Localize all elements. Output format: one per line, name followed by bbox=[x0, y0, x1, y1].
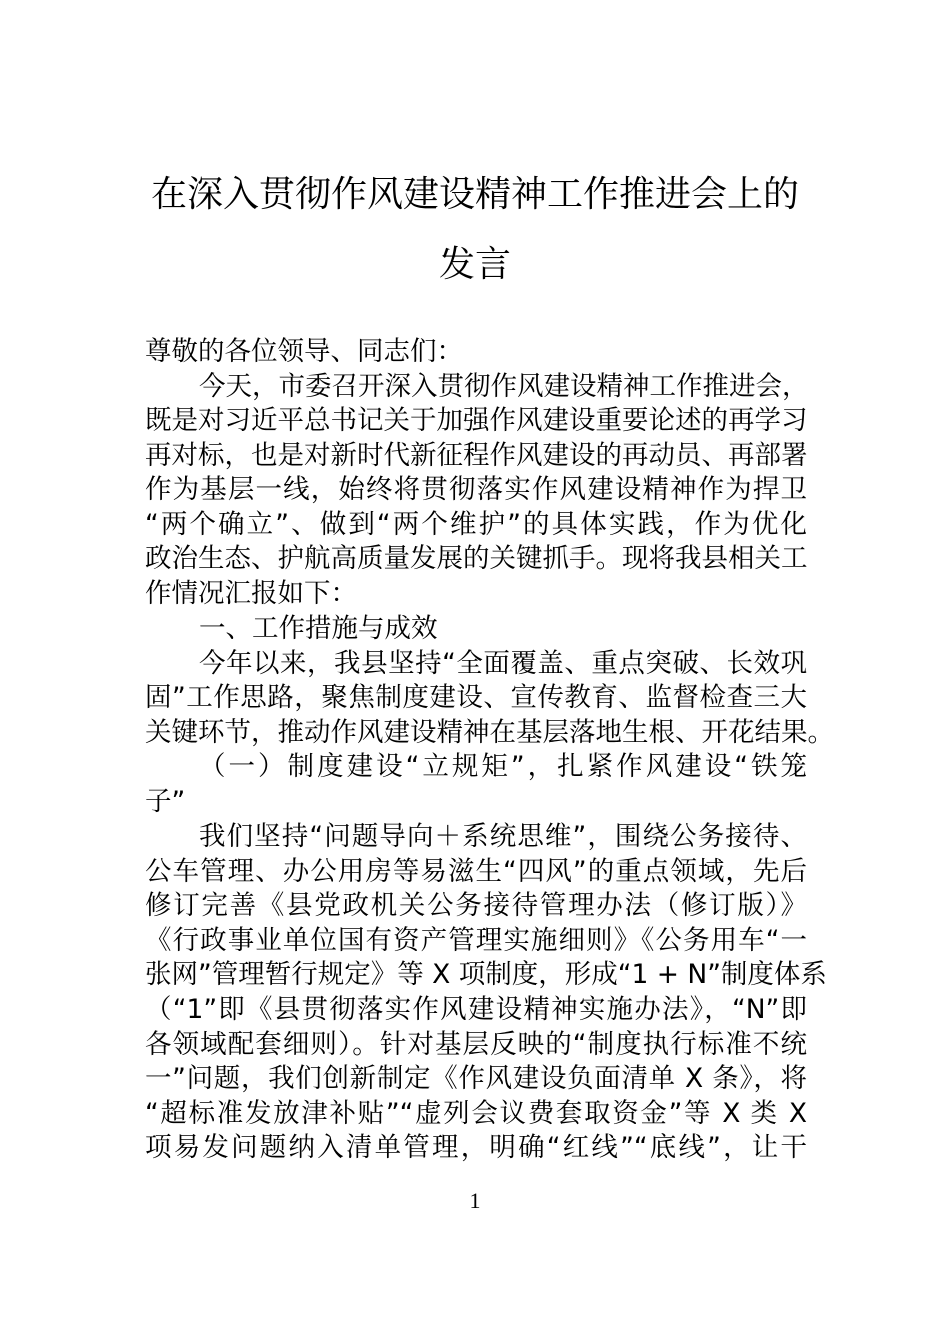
body-line: 各领域配套细则）。针对基层反映的“制度执行标准不统 bbox=[145, 1029, 807, 1060]
body-line: 今天，市委召开深入贯彻作风建设精神工作推进会， bbox=[199, 371, 809, 402]
body-line: 公车管理、办公用房等易滋生“四风”的重点领域，先后 bbox=[145, 856, 807, 887]
subsection-heading-cont: 子” bbox=[145, 786, 186, 817]
body-line: 作情况汇报如下： bbox=[145, 578, 357, 609]
body-line: 今年以来，我县坚持“全面覆盖、重点突破、长效巩 bbox=[199, 648, 807, 679]
body-line: 一”问题，我们创新制定《作风建设负面清单 X 条》，将 bbox=[145, 1063, 807, 1094]
body-line: 既是对习近平总书记关于加强作风建设重要论述的再学习 bbox=[145, 405, 808, 436]
body-line: 作为基层一线，始终将贯彻落实作风建设精神作为捍卫 bbox=[145, 474, 807, 505]
body-line: 修订完善《县党政机关公务接待管理办法（修订版）》 bbox=[145, 890, 807, 921]
salutation: 尊敬的各位领导、同志们： bbox=[145, 336, 463, 367]
body-line: （“1”即《县贯彻落实作风建设精神实施办法》，“N”即 bbox=[145, 994, 807, 1025]
body-line: “两个确立”、做到“两个维护”的具体实践，作为优化 bbox=[145, 509, 807, 540]
subsection-heading: （一）制度建设“立规矩”，扎紧作风建设“铁笼 bbox=[199, 751, 807, 782]
body-line: 我们坚持“问题导向＋系统思维”，围绕公务接待、 bbox=[199, 821, 807, 852]
body-line: 政治生态、护航高质量发展的关键抓手。现将我县相关工 bbox=[145, 543, 808, 574]
body-line: 关键环节，推动作风建设精神在基层落地生根、开花结果。 bbox=[145, 717, 834, 748]
body-line: 项易发问题纳入清单管理，明确“红线”“底线”，让干 bbox=[145, 1132, 807, 1163]
document-title-line-1: 在深入贯彻作风建设精神工作推进会上的 bbox=[150, 174, 799, 215]
body-line: 张网”管理暂行规定》等 X 项制度，形成“1 + N”制度体系 bbox=[145, 959, 827, 990]
section-heading: 一、工作措施与成效 bbox=[199, 613, 438, 644]
page-number: 1 bbox=[469, 1188, 481, 1213]
body-line: 固”工作思路，聚焦制度建设、宣传教育、监督检查三大 bbox=[145, 682, 807, 713]
body-line: 《行政事业单位国有资产管理实施细则》《公务用车“一 bbox=[145, 925, 807, 956]
document-title-line-2: 发言 bbox=[438, 244, 511, 285]
body-line: 再对标，也是对新时代新征程作风建设的再动员、再部署 bbox=[145, 440, 808, 471]
body-line: “超标准发放津补贴”“虚列会议费套取资金”等 X 类 X bbox=[145, 1098, 807, 1129]
